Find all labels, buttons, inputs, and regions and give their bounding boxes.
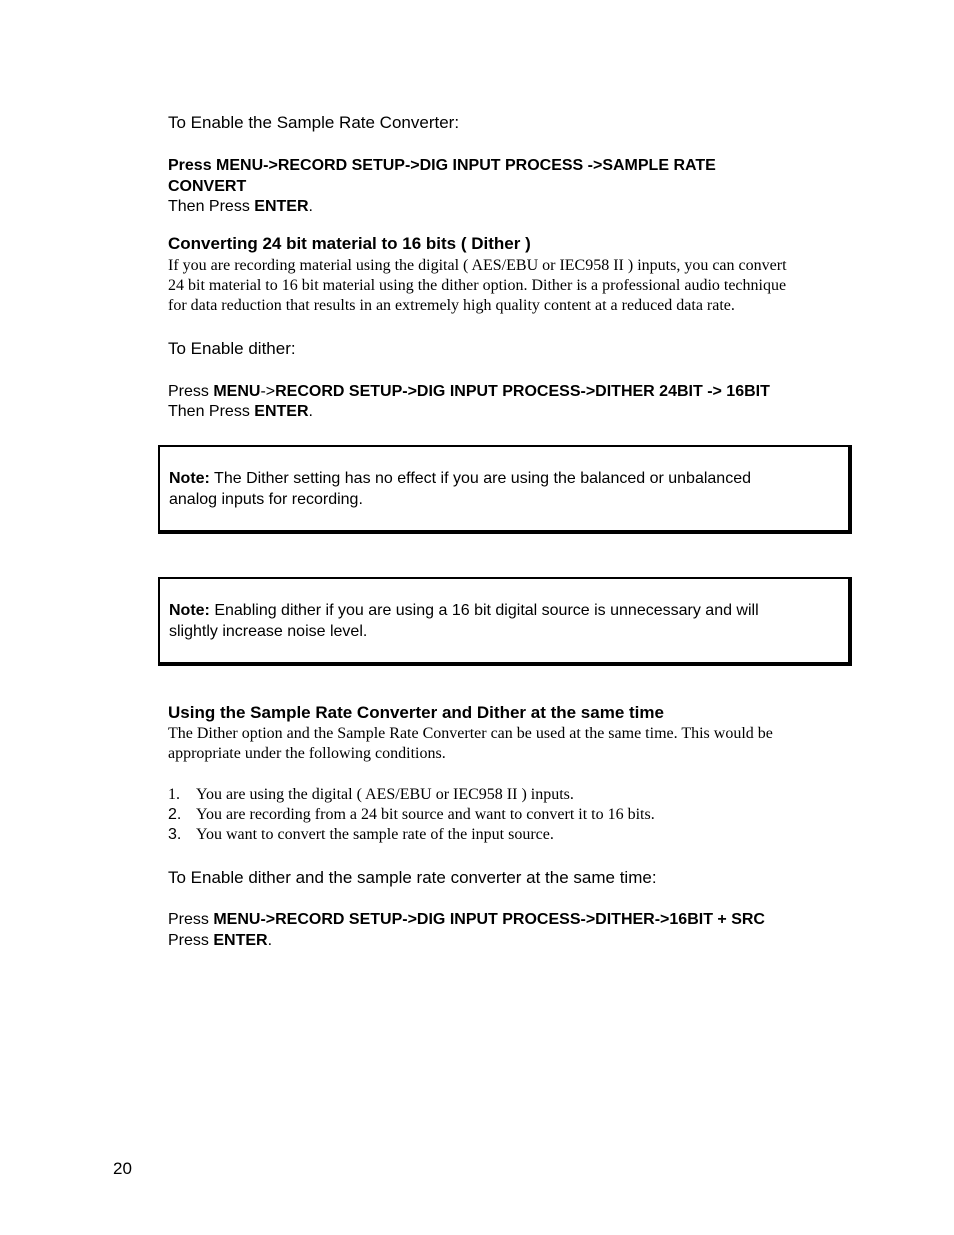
then-press-text: Then Press [168,403,255,420]
src-command-line1 [168,156,716,176]
note-text [169,601,759,642]
list-number: 3. [168,826,182,843]
combined-command-press: Press [168,911,214,928]
dither-heading: Converting 24 bit material to 16 bits ( Dither ) [168,234,531,253]
dither-command [168,382,770,402]
dither-body-line: for data reduction that results in an extremely high quality content at a reduced data rate. [168,297,735,314]
note-line: slightly increase noise level. [169,622,368,640]
list-text: You are using the digital ( AES/EBU or IEC958 II ) inputs. [196,786,574,803]
combined-intro: To Enable dither and the sample rate converter at the same time: [168,868,657,887]
combined-command [168,910,765,930]
list-text: You are recording from a 24 bit source and want to convert it to 16 bits. [196,806,655,823]
combined-press-enter [168,931,272,951]
dither-then-press [168,402,313,422]
src-command-path: MENU->RECORD SETUP->DIG INPUT PROCESS ->SAMPLE RATE [216,157,716,174]
period: . [267,932,273,949]
note-text [169,469,751,510]
note-line [169,601,759,622]
list-item [168,805,655,825]
enter-key: ENTER [213,932,268,949]
note-line1-text: Enabling dither if you are using a 16 bit digital source is unnecessary and will [209,602,759,619]
src-intro: To Enable the Sample Rate Converter: [168,113,460,132]
then-press-text: Then Press [168,198,255,215]
note-label: Note: [169,602,210,619]
note-line [169,469,751,490]
combined-body-line: appropriate under the following conditions. [168,745,446,762]
note-line: analog inputs for recording. [169,490,363,508]
period: . [308,198,313,215]
list-text: You want to convert the sample rate of the input source. [196,826,554,843]
dither-body-line: 24 bit material to 16 bit material using the dither option. Dither is a professional audio technique [168,277,787,294]
combined-body [168,724,773,764]
combined-body-line: The Dither option and the Sample Rate Converter can be used at the same time. This would be [168,725,773,742]
note-label: Note: [169,470,210,487]
dither-intro: To Enable dither: [168,339,296,358]
dither-body-line: If you are recording material using the digital ( AES/EBU or IEC958 II ) inputs, you can convert [168,257,787,274]
note-box-balanced-inputs [158,445,852,534]
list-number: 2. [168,806,182,823]
src-command-press: Press [168,157,217,174]
note-line1-text: The Dither setting has no effect if you are using the balanced or unbalanced [209,470,751,487]
combined-command-path: MENU->RECORD SETUP->DIG INPUT PROCESS->DITHER->16BIT + SRC [213,911,765,928]
src-then-press [168,197,313,217]
src-command-line2: CONVERT [168,178,247,195]
period: . [308,403,313,420]
press-text: Press [168,932,214,949]
dither-body [168,256,787,316]
page-number: 20 [113,1159,132,1178]
dither-command-arrow: -> [260,383,276,400]
enter-key: ENTER [254,403,309,420]
dither-command-path: RECORD SETUP->DIG INPUT PROCESS->DITHER 24BIT -> 16BIT [275,383,770,400]
note-box-16bit-source [158,577,852,666]
list-item [168,785,574,805]
list-item [168,825,554,845]
combined-heading: Using the Sample Rate Converter and Dither at the same time [168,703,664,722]
enter-key: ENTER [254,198,309,215]
dither-command-menu: MENU [213,383,261,400]
list-number: 1. [168,786,180,803]
dither-command-press: Press [168,383,214,400]
